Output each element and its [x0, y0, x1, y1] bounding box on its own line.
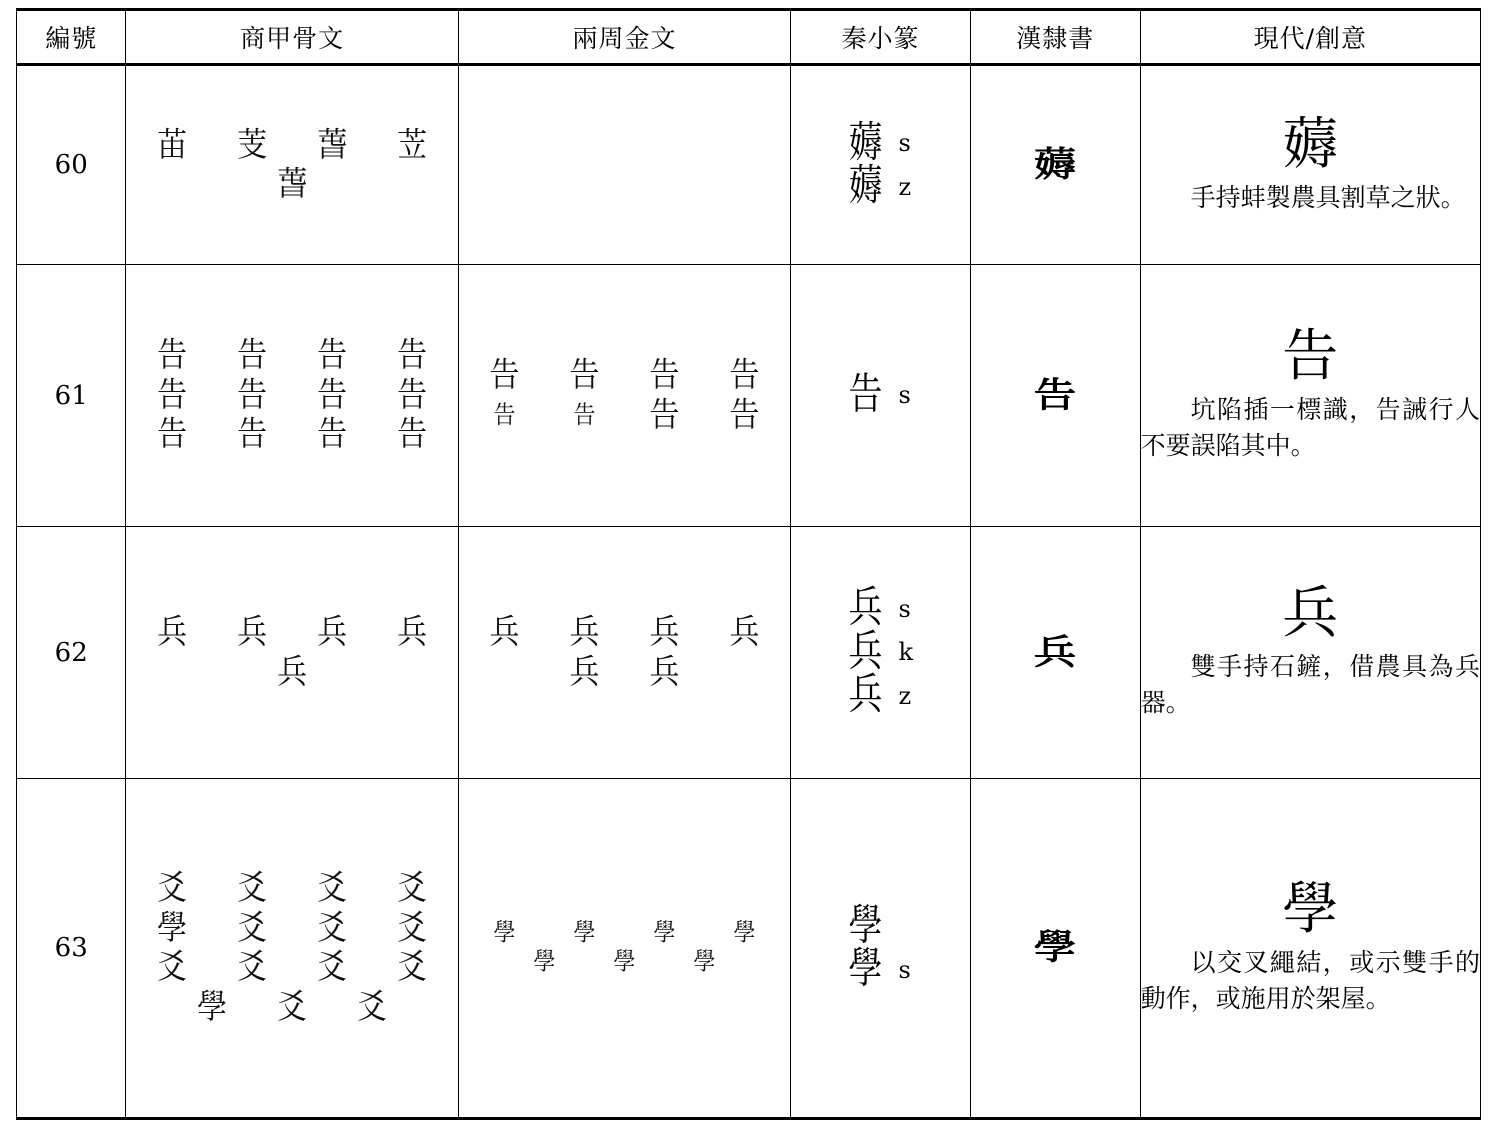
seal-row [791, 160, 970, 211]
seal-row [791, 626, 970, 677]
glyph: 告 [237, 415, 268, 455]
seal-variant-label: s [898, 595, 911, 624]
glyph: 兵 [157, 612, 188, 653]
table-row [17, 65, 1481, 265]
seal-row [791, 583, 970, 634]
column-header-id: 編號 [17, 10, 126, 65]
clerical-cell [970, 65, 1140, 265]
glyph: 兵 [848, 626, 883, 677]
glyph: 告 [649, 395, 680, 435]
glyph: 學 [1034, 928, 1077, 968]
bronze-glyph-grid [459, 604, 790, 701]
modern-explanation: 雙手持石鏟，借農具為兵器。 [1140, 652, 1480, 718]
clerical-cell [970, 779, 1140, 1119]
seal-glyph-list [791, 580, 970, 724]
seal-variant-label: s [898, 955, 911, 984]
glyph: 萅 [277, 164, 308, 205]
glyph: 薅 [848, 117, 883, 168]
glyph: 薅 [1034, 145, 1077, 185]
glyph: 學 [733, 918, 756, 947]
glyph: 告 [157, 336, 188, 376]
glyph: 爻 [277, 987, 308, 1027]
glyph: 兵 [569, 612, 600, 653]
document-page [0, 8, 1497, 1131]
seal-cell [791, 527, 971, 779]
glyph: 爻 [317, 868, 348, 909]
glyph: 告 [157, 415, 188, 455]
column-header-oracle-bone: 商甲骨文 [126, 10, 458, 65]
glyph: 萅 [317, 125, 348, 165]
table-header [17, 10, 1481, 65]
seal-row [791, 117, 970, 168]
glyph: 兵 [489, 612, 520, 653]
glyph: 學 [573, 918, 596, 947]
bronze-cell [458, 265, 790, 527]
glyph: 學 [693, 948, 716, 977]
glyph: 兵 [729, 612, 760, 653]
oracle-bone-cell [126, 779, 458, 1119]
glyph: 苖 [157, 125, 188, 165]
modern-character: 薅 [1282, 112, 1339, 178]
modern-explanation: 手持蚌製農具割草之狀。 [1190, 182, 1466, 212]
modern-character: 兵 [1282, 581, 1339, 647]
glyph: 兵 [237, 612, 268, 653]
oracle-glyph-grid [126, 117, 457, 214]
glyph: 兵 [397, 612, 428, 653]
glyph: 告 [489, 355, 520, 396]
seal-row [791, 369, 970, 420]
glyph: 學 [613, 948, 636, 977]
glyph: 告 [237, 336, 268, 376]
glyph: 爻 [317, 908, 348, 948]
glyph: 告 [397, 375, 428, 415]
oracle-bone-cell [126, 265, 458, 527]
row-id-cell: 63 [17, 779, 126, 1119]
glyph: 爻 [357, 987, 388, 1027]
glyph: 學 [533, 948, 556, 977]
column-header-seal: 秦小篆 [791, 10, 971, 65]
glyph: 告 [317, 415, 348, 455]
glyph: 告 [493, 400, 516, 429]
seal-variant-label: k [898, 638, 914, 667]
glyph: 兵 [848, 670, 883, 721]
glyph: 爻 [237, 868, 268, 909]
glyph: 爻 [157, 947, 188, 988]
bronze-cell [458, 527, 790, 779]
glyph: 爻 [397, 947, 428, 988]
table-body [17, 65, 1481, 1119]
glyph: 兵 [848, 583, 883, 634]
seal-variant-label: z [898, 172, 912, 201]
glyph: 告 [848, 369, 883, 420]
column-header-clerical: 漢隸書 [970, 10, 1140, 65]
glyph: 兵 [649, 652, 680, 692]
glyph: 告 [397, 415, 428, 455]
glyph: 芰 [237, 125, 268, 165]
bronze-glyph-grid [459, 155, 790, 175]
modern-explanation: 以交叉繩結，或示雙手的動作，或施用於架屋。 [1140, 947, 1480, 1013]
glyph: 爻 [157, 868, 188, 909]
seal-variant-label: z [898, 681, 912, 710]
modern-cell [1140, 527, 1480, 779]
column-header-modern: 現代/創意 [1140, 10, 1480, 65]
modern-character: 告 [1282, 324, 1339, 390]
table-row [17, 265, 1481, 527]
glyph: 薅 [848, 160, 883, 211]
glyph: 告 [397, 336, 428, 376]
glyph: 爻 [397, 868, 428, 909]
glyph: 告 [649, 355, 680, 396]
glyph: 爻 [237, 947, 268, 988]
glyph: 兵 [569, 652, 600, 692]
seal-glyph-list [791, 367, 970, 424]
glyph: 告 [573, 400, 596, 429]
table-row [17, 527, 1481, 779]
oracle-glyph-grid [126, 327, 457, 464]
glyph: 告 [317, 375, 348, 415]
glyph: 兵 [317, 612, 348, 653]
row-id-cell: 61 [17, 265, 126, 527]
glyph: 告 [1034, 375, 1077, 416]
glyph: 學 [848, 900, 883, 951]
glyph: 學 [197, 987, 228, 1027]
modern-cell [1140, 779, 1480, 1119]
table-row [17, 779, 1481, 1119]
glyph: 爻 [397, 908, 428, 948]
row-id-cell: 62 [17, 527, 126, 779]
oracle-bone-cell [126, 65, 458, 265]
modern-character: 學 [1282, 876, 1339, 942]
seal-cell [791, 65, 971, 265]
seal-variant-label: s [898, 129, 911, 158]
glyph: 學 [493, 918, 516, 947]
glyph: 告 [237, 375, 268, 415]
glyph: 苙 [397, 125, 428, 165]
glyph: 告 [729, 355, 760, 396]
glyph: 學 [157, 908, 188, 948]
seal-cell [791, 265, 971, 527]
glyph: 爻 [317, 947, 348, 988]
glyph: 兵 [277, 652, 308, 692]
modern-cell [1140, 265, 1480, 527]
glyph: 爻 [237, 908, 268, 948]
glyph: 告 [317, 336, 348, 376]
character-evolution-table [16, 8, 1481, 1120]
seal-glyph-list [791, 898, 970, 999]
glyph: 告 [569, 355, 600, 396]
bronze-cell [458, 65, 790, 265]
oracle-bone-cell [126, 527, 458, 779]
glyph: 兵 [1034, 632, 1077, 673]
oracle-glyph-grid [126, 604, 457, 701]
bronze-glyph-grid [459, 347, 790, 444]
clerical-cell [970, 265, 1140, 527]
row-id-cell: 60 [17, 65, 126, 265]
modern-cell [1140, 65, 1480, 265]
glyph: 學 [848, 943, 883, 994]
glyph: 學 [653, 918, 676, 947]
seal-glyph-list [791, 115, 970, 216]
glyph: 告 [157, 375, 188, 415]
seal-row [791, 943, 970, 994]
seal-row [791, 670, 970, 721]
column-header-bronze: 兩周金文 [458, 10, 790, 65]
seal-variant-label: s [898, 381, 911, 410]
bronze-cell [458, 779, 790, 1119]
table-header-row [17, 10, 1481, 65]
clerical-cell [970, 527, 1140, 779]
seal-cell [791, 779, 971, 1119]
modern-explanation: 坑陷插一標識，告誡行人不要誤陷其中。 [1140, 395, 1480, 461]
seal-row [791, 900, 970, 951]
glyph: 兵 [649, 612, 680, 653]
oracle-glyph-grid [126, 860, 457, 1036]
glyph: 告 [729, 395, 760, 435]
bronze-glyph-grid [459, 910, 790, 987]
